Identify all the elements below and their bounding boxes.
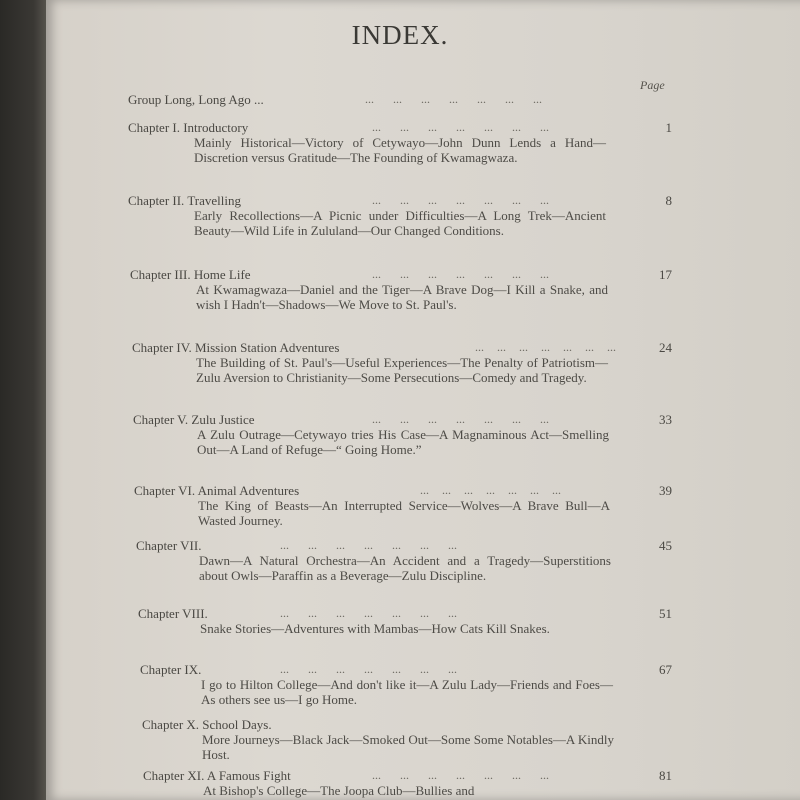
entry-heading: Chapter II. Travelling xyxy=(128,193,242,208)
entry-page-number: 8 xyxy=(665,193,672,208)
entry-page-number: 33 xyxy=(659,412,672,427)
entry-description: Mainly Historical—Victory of Cetywayo—John Dunn Lends a Hand—Discretion versus Gratitude—The Founding of Kwamagwaza. xyxy=(194,135,606,165)
book-spine-shadow xyxy=(0,0,48,800)
entry-description: I go to Hilton College—And don't like it—A Zulu Lady—Friends and Foes—As others see us—I go Home. xyxy=(201,677,613,707)
entry-page-number: 39 xyxy=(659,483,672,498)
entry-heading: Chapter V. Zulu Justice xyxy=(133,412,255,427)
entry-page-number: 45 xyxy=(659,538,672,553)
leader-dots: ... ... ... ... ... ... ... xyxy=(475,340,616,354)
entry-heading: Chapter X. School Days. xyxy=(142,717,272,732)
entry-heading: Chapter VII. xyxy=(136,538,202,553)
page-column-label: Page xyxy=(640,78,665,92)
entry-heading: Group Long, Long Ago ... xyxy=(128,92,264,107)
entry-heading: Chapter VIII. xyxy=(138,606,208,621)
page-title: INDEX. xyxy=(351,20,449,50)
leader-dots: ... ... ... ... ... ... ... xyxy=(280,538,457,552)
leader-dots: ... ... ... ... ... ... ... xyxy=(420,483,561,497)
entry-heading: Chapter IX. xyxy=(140,662,202,677)
entry-description: At Kwamagwaza—Daniel and the Tiger—A Brave Dog—I Kill a Snake, and wish I Hadn't—Shadows—We Move to St. Paul's. xyxy=(196,282,608,312)
entry-page-number: 51 xyxy=(659,606,672,621)
entry-heading: Chapter IV. Mission Station Adventures xyxy=(132,340,340,355)
entry-page-number: 24 xyxy=(659,340,672,355)
leader-dots: ... ... ... ... ... ... ... xyxy=(372,267,549,281)
entry-description: More Journeys—Black Jack—Smoked Out—Some Some Notables—A Kindly Host. xyxy=(202,732,614,762)
leader-dots: ... ... ... ... ... ... ... xyxy=(372,193,549,207)
entry-description: Dawn—A Natural Orchestra—An Accident and a Tragedy—Superstitions about Owls—Paraffin as a Beverage—Zulu Discipline. xyxy=(199,553,611,583)
entry-description: The Building of St. Paul's—Useful Experiences—The Penalty of Patriotism—Zulu Aversion to Christianity—Some Persecutions—Comedy and Tragedy. xyxy=(196,355,608,385)
entry-description: Early Recollections—A Picnic under Difficulties—A Long Trek—Ancient Beauty—Wild Life in Zululand—Our Changed Conditions. xyxy=(194,208,606,238)
leader-dots: ... ... ... ... ... ... ... xyxy=(365,92,542,106)
entry-heading: Chapter I. Introductory xyxy=(128,120,249,135)
entry-page-number: 1 xyxy=(665,120,672,135)
leader-dots: ... ... ... ... ... ... ... xyxy=(372,120,549,134)
entry-page-number: 67 xyxy=(659,662,672,677)
entry-description: Snake Stories—Adventures with Mambas—How Cats Kill Snakes. xyxy=(200,621,550,636)
entry-description: The King of Beasts—An Interrupted Service—Wolves—A Brave Bull—A Wasted Journey. xyxy=(198,498,610,528)
entry-description: At Bishop's College—The Joopa Club—Bullies and xyxy=(203,783,475,798)
leader-dots: ... ... ... ... ... ... ... xyxy=(372,412,549,426)
leader-dots: ... ... ... ... ... ... ... xyxy=(280,606,457,620)
entry-page-number: 81 xyxy=(659,768,672,783)
entry-heading: Chapter XI. A Famous Fight xyxy=(143,768,291,783)
entry-heading: Chapter III. Home Life xyxy=(130,267,251,282)
leader-dots: ... ... ... ... ... ... ... xyxy=(372,768,549,782)
leader-dots: ... ... ... ... ... ... ... xyxy=(280,662,457,676)
entry-description: A Zulu Outrage—Cetywayo tries His Case—A Magnaminous Act—Smelling Out—A Land of Refuge—“ Going Home.” xyxy=(197,427,609,457)
entry-heading: Chapter VI. Animal Adventures xyxy=(134,483,300,498)
entry-page-number: 17 xyxy=(659,267,672,282)
